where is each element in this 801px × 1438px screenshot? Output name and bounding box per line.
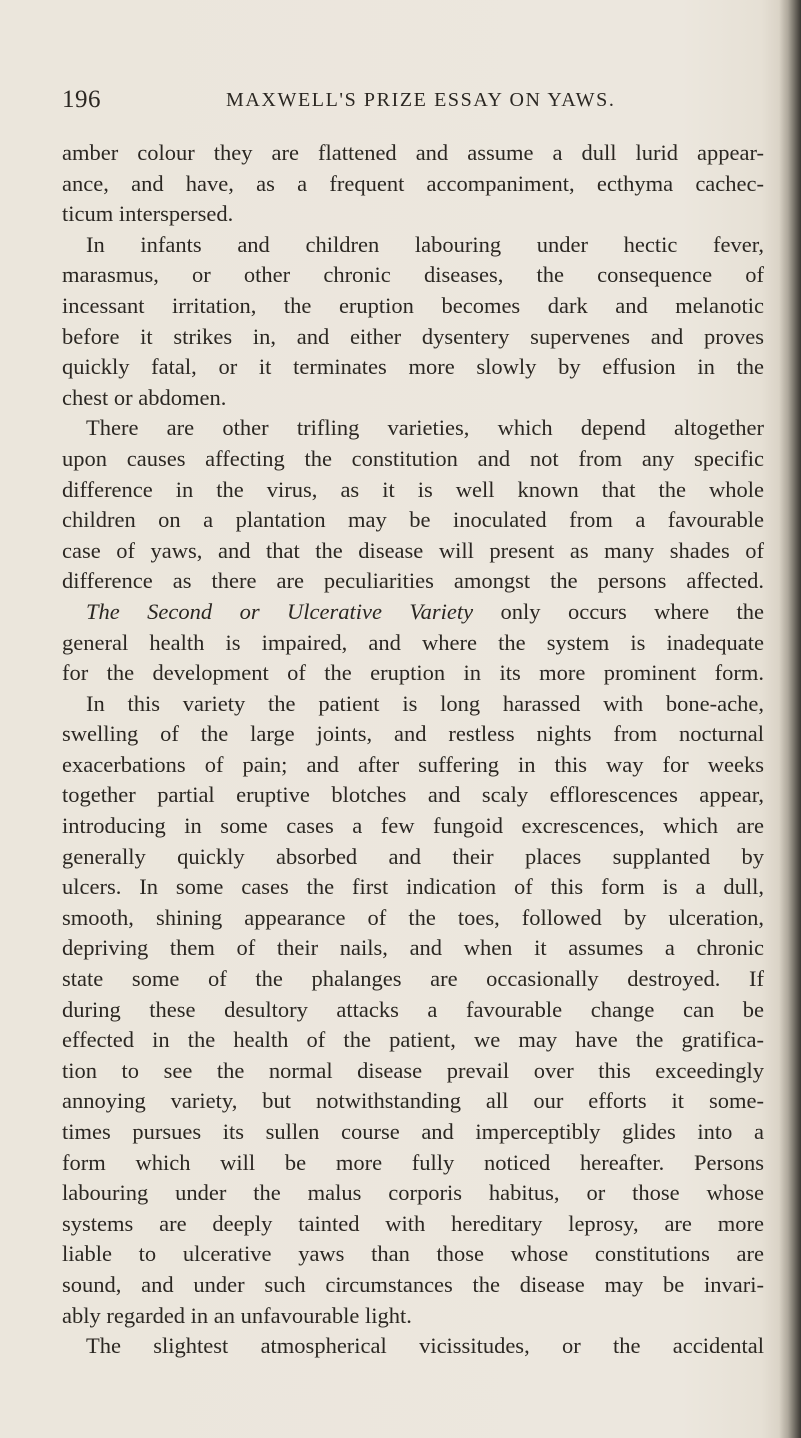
text-line: labouring under the malus corporis habitus, or those whose <box>62 1180 764 1206</box>
text-line: The slightest atmospherical vicissitudes, or the accidental <box>86 1333 764 1359</box>
text-line: ance, and have, as a frequent accompaniment, ecthyma cachec- <box>62 170 764 196</box>
text-line: ably regarded in an unfavourable light. <box>62 1302 412 1328</box>
text-line: ulcers. In some cases the first indication of this form is a dull, <box>62 874 764 900</box>
text-line: ticum interspersed. <box>62 201 234 227</box>
text-line: together partial eruptive blotches and scaly efflorescences appear, <box>62 782 764 808</box>
italic-heading: The Second or Ulcerative Variety <box>86 598 474 624</box>
text-line: state some of the phalanges are occasionally destroyed. If <box>62 966 764 992</box>
text-line: sound, and under such circumstances the disease may be invari- <box>62 1271 764 1297</box>
text-line: quickly fatal, or it terminates more slowly by effusion in the <box>62 354 764 380</box>
text-line: depriving them of their nails, and when it assumes a chronic <box>62 935 764 961</box>
text-line: swelling of the large joints, and restless nights from nocturnal <box>62 721 764 747</box>
body-text <box>62 138 764 1362</box>
text-line: for the development of the eruption in its more prominent form. <box>62 660 764 686</box>
text-line: during these desultory attacks a favourable change can be <box>62 996 764 1022</box>
text-line: systems are deeply tainted with hereditary leprosy, are more <box>62 1210 764 1236</box>
text-line: case of yaws, and that the disease will present as many shades of <box>62 537 764 563</box>
italic-line-rest: only occurs where the <box>473 598 764 624</box>
text-line: chest or abdomen. <box>62 384 227 410</box>
page-edge-shadow <box>779 0 801 1438</box>
running-head <box>62 86 742 116</box>
text-line: general health is impaired, and where the system is inadequate <box>62 629 764 655</box>
text-line: difference as there are peculiarities amongst the persons affected. <box>62 568 764 594</box>
text-line: There are other trifling varieties, which depend altogether <box>86 415 764 441</box>
text-line: children on a plantation may be inoculated from a favourable <box>62 507 764 533</box>
text-line: upon causes affecting the constitution and not from any specific <box>62 445 764 471</box>
text-line: annoying variety, but notwithstanding all our efforts it some- <box>62 1088 764 1114</box>
page-number: 196 <box>62 86 101 113</box>
text-line-with-italic <box>62 597 764 628</box>
text-line: liable to ulcerative yaws than those whose constitutions are <box>62 1241 764 1267</box>
text-line: In infants and children labouring under hectic fever, <box>86 231 764 257</box>
text-line: form which will be more fully noticed hereafter. Persons <box>62 1149 764 1175</box>
text-line: amber colour they are flattened and assume a dull lurid appear- <box>62 140 764 165</box>
text-line: difference in the virus, as it is well known that the whole <box>62 476 764 502</box>
text-line: In this variety the patient is long harassed with bone-ache, <box>86 690 764 716</box>
text-line: introducing in some cases a few fungoid excrescences, which are <box>62 813 764 839</box>
text-line: before it strikes in, and either dysentery supervenes and proves <box>62 323 764 349</box>
text-line: smooth, shining appearance of the toes, followed by ulceration, <box>62 904 764 930</box>
text-line: generally quickly absorbed and their places supplanted by <box>62 843 764 869</box>
running-title: MAXWELL'S PRIZE ESSAY ON YAWS. <box>226 89 616 111</box>
text-line: effected in the health of the patient, we may have the gratifica- <box>62 1027 764 1053</box>
text-line: tion to see the normal disease prevail over this exceedingly <box>62 1057 764 1083</box>
text-line: incessant irritation, the eruption becomes dark and melanotic <box>62 292 764 318</box>
text-line: exacerbations of pain; and after suffering in this way for weeks <box>62 751 764 777</box>
text-line: marasmus, or other chronic diseases, the consequence of <box>62 262 764 288</box>
text-line: times pursues its sullen course and imperceptibly glides into a <box>62 1119 764 1144</box>
